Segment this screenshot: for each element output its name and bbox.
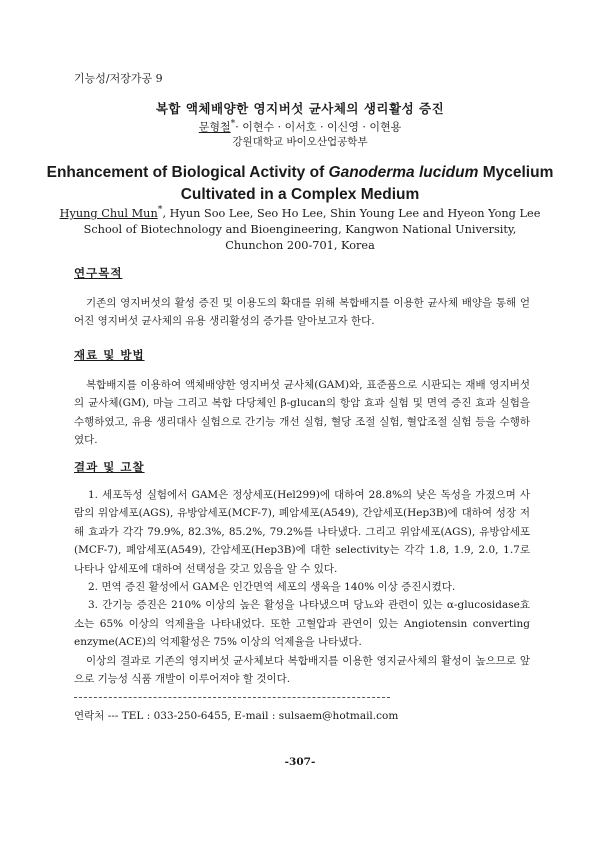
korean-presenter-mark: * bbox=[230, 118, 236, 129]
results-item: 2. 면역 증진 활성에서 GAM은 인간면역 세포의 생육을 140% 이상 증진시켰다. bbox=[88, 581, 456, 594]
korean-authors bbox=[0, 118, 600, 135]
english-presenter: Hyung Chul Mun bbox=[59, 206, 158, 220]
english-authors bbox=[0, 204, 600, 220]
methods-body bbox=[74, 376, 530, 450]
korean-affiliation: 강원대학교 바이오산업공학부 bbox=[232, 136, 368, 148]
results-item: 1. 세포독성 실험에서 GAM은 정상세포(Hel299)에 대하여 28.8%의 낮은 독성을 가졌으며 사람의 위암세포(AGS), 유방암세포(MCF-7), 폐암세포(A549), 간암세포(Hep3B)에 대하여 성장 저해 효과가 각각 79.9%, 82.3%, 85.2%, 79.2%를 나타냈다. 그리고 위암세포(AGS), 유방암세포(MCF-7), 폐암세포(A549), 간암세포(Hep3B)에 대한 selectivity는 각각 1.8, 1.9, 2.0, 1.7로 나타나 암세포에 대하여 선택성을 갖고 있음을 알 수 있다. bbox=[74, 489, 530, 575]
english-affiliation: School of Biotechnology and Bioengineering, Kangwon National University, Chunchon 200-701, Korea bbox=[83, 223, 517, 252]
english-title-species: Ganoderma lucidum bbox=[328, 164, 479, 181]
session-category: 기능성/저장가공 9 bbox=[74, 72, 163, 85]
objective-heading: 연구목적 bbox=[74, 266, 123, 280]
korean-coauthors: · 이현수 · 이서호 · 이신영 · 이현용 bbox=[235, 120, 402, 134]
korean-title: 복합 액체배양한 영지버섯 균사체의 생리활성 증진 bbox=[155, 101, 445, 116]
results-heading: 결과 및 고찰 bbox=[74, 460, 145, 474]
results-conclusion: 이상의 결과로 기존의 영지버섯 균사체보다 복합배지를 이용한 영지균사체의 활성이 높으므로 앞으로 기능성 식품 개발이 이루어져야 할 것이다. bbox=[74, 654, 530, 686]
objective-text: 기존의 영지버섯의 활성 증진 및 이용도의 확대를 위해 복합배지를 이용한 균사체 배양을 통해 얻어진 영지버섯 균사체의 유용 생리활성의 증가를 알아보고자 한다. bbox=[74, 297, 530, 328]
page-number: -307- bbox=[284, 756, 316, 768]
footnote-divider bbox=[74, 697, 390, 698]
english-title bbox=[0, 162, 600, 206]
english-presenter-mark: * bbox=[157, 204, 163, 215]
contact-info: 연락처 --- TEL : 033-250-6455, E-mail : sulsaem@hotmail.com bbox=[74, 710, 399, 722]
objective-body bbox=[74, 294, 530, 331]
methods-heading: 재료 및 방법 bbox=[74, 348, 145, 362]
results-body bbox=[74, 486, 530, 688]
results-item: 3. 간기능 증진은 210% 이상의 높은 활성을 나타냈으며 당뇨와 관련이 있는 α-glucosidase효소는 65% 이상의 억제율을 나타내었다. 또한 고혈압과 관연이 있는 Angiotensin converting enzyme(ACE)의 억제활성은 75% 이상의 억제율을 나타냈다. bbox=[74, 599, 530, 649]
english-title-suffix: Mycelium bbox=[478, 164, 554, 181]
english-coauthors: , Hyun Soo Lee, Seo Ho Lee, Shin Young Lee and Hyeon Yong Lee bbox=[162, 206, 541, 220]
korean-presenter: 문형철 bbox=[198, 120, 231, 134]
methods-text: 복합배지를 이용하여 액체배양한 영지버섯 균사체(GAM)와, 표준품으로 시판되는 재배 영지버섯의 균사체(GM), 마늘 그리고 복합 다당체인 β-glucan의 항암 효과 실험 및 면역 증진 효과 실험을 수행하였고, 유용 생리대사 실험으로 간기능 개선 실험, 혈당 조절 실험, 혈압조절 실험 등을 수행하였다. bbox=[74, 379, 530, 447]
english-title-line2: Cultivated in a Complex Medium bbox=[180, 186, 420, 203]
english-title-prefix: Enhancement of Biological Activity of bbox=[46, 164, 329, 181]
